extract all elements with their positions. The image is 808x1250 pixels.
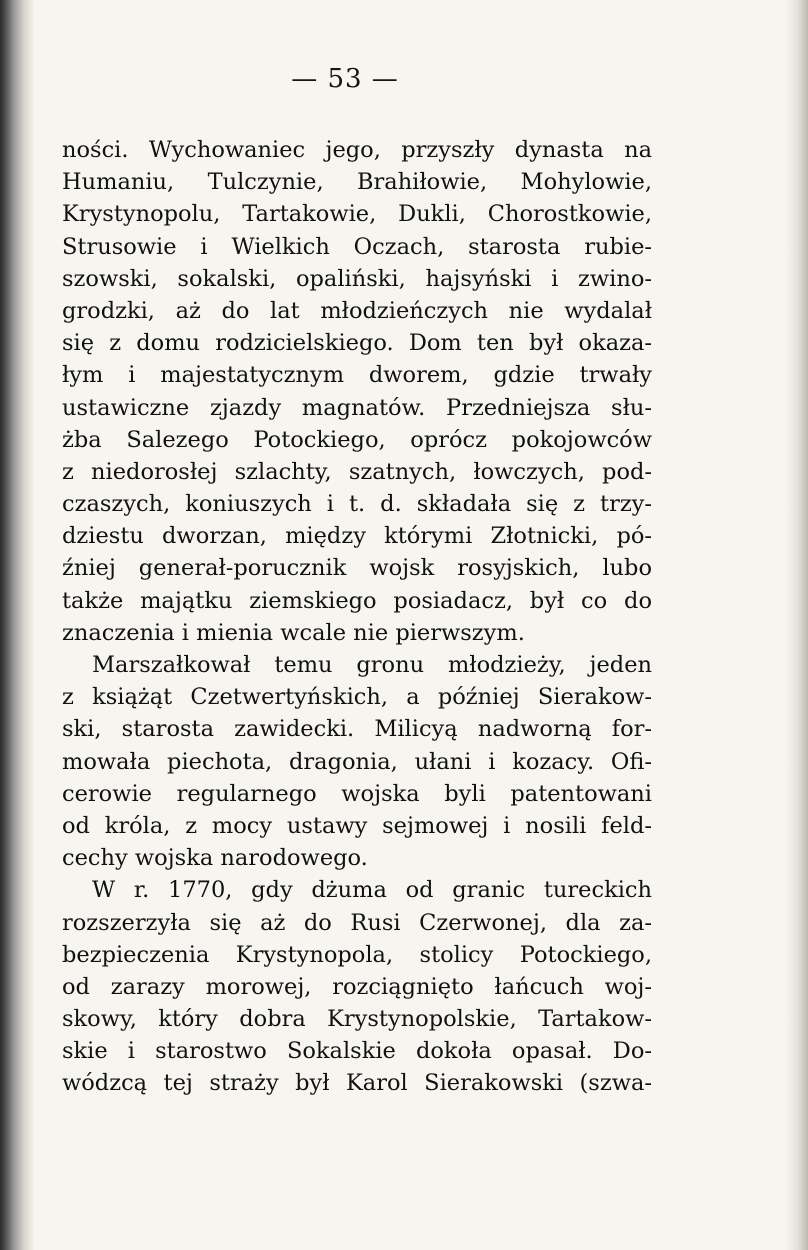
paragraph-last-line: cechy wojska narodowego. <box>62 845 368 872</box>
text-line: źniej generał-porucznik wojsk rosyjskich, lubo <box>62 555 652 582</box>
text-line: od zarazy morowej, rozciągnięto łańcuch woj- <box>62 973 652 1000</box>
text-line: ności. Wychowaniec jego, przyszły dynasta na <box>62 137 652 163</box>
text-line: z książąt Czetwertyńskich, a później Sierakow- <box>62 684 652 711</box>
page-number: — 53 — <box>291 64 399 94</box>
text-line: dziestu dworzan, między którymi Złotnicki, pó- <box>62 523 652 550</box>
text-line: się z domu rodzicielskiego. Dom ten był okaza- <box>62 330 652 357</box>
text-line: Humaniu, Tulczynie, Brahiłowie, Mohylowie, <box>62 169 652 196</box>
text-line: bezpieczenia Krystynopola, stolicy Potockiego, <box>62 941 652 968</box>
text-line: łym i majestatycznym dworem, gdzie trwały <box>62 362 652 389</box>
text-line: Krystynopolu, Tartakowie, Dukli, Chorostkowie, <box>62 201 652 228</box>
page-binding-edge <box>0 0 34 1250</box>
text-line: Strusowie i Wielkich Oczach, starosta rubie- <box>62 233 652 260</box>
text-line: cerowie regularnego wojska byli patentowani <box>62 780 652 807</box>
paragraph-last-line: znaczenia i mienia wcale nie pierwszym. <box>62 619 525 646</box>
text-line: żba Salezego Potockiego, oprócz pokojowców <box>62 426 652 453</box>
text-line: wódzcą tej straży był Karol Sierakowski (szwa- <box>62 1070 652 1097</box>
text-line: szowski, sokalski, opaliński, hajsyński i zwino- <box>62 265 652 292</box>
text-line: skowy, który dobra Krystynopolskie, Tartakow- <box>62 1006 652 1033</box>
page-outer-edge <box>786 0 808 1250</box>
text-line: ustawiczne zjazdy magnatów. Przedniejsza słu- <box>62 394 652 421</box>
paragraph-first-line: Marszałkował temu gronu młodzieży, jeden <box>92 652 652 678</box>
text-line: z niedorosłej szlachty, szatnych, łowczych, pod- <box>62 458 652 485</box>
text-line: czaszych, koniuszych i t. d. składała się z trzy- <box>62 491 652 518</box>
text-line: rozszerzyła się aż do Rusi Czerwonej, dla za- <box>62 909 652 936</box>
paragraph-first-line: W r. 1770, gdy dżuma od granic tureckich <box>92 877 652 904</box>
text-line: skie i starostwo Sokalskie dokoła opasał. Do- <box>62 1038 652 1065</box>
text-line: ski, starosta zawidecki. Milicyą nadworną for- <box>62 716 652 743</box>
text-line: także majątku ziemskiego posiadacz, był co do <box>62 587 652 614</box>
text-line: mowała piechota, dragonia, ułani i kozacy. Ofi- <box>62 748 652 775</box>
text-line: od króla, z mocy ustawy sejmowej i nosili feld- <box>62 812 652 839</box>
text-line: grodzki, aż do lat młodzieńczych nie wydalał <box>62 297 652 324</box>
body-text <box>62 134 652 1100</box>
